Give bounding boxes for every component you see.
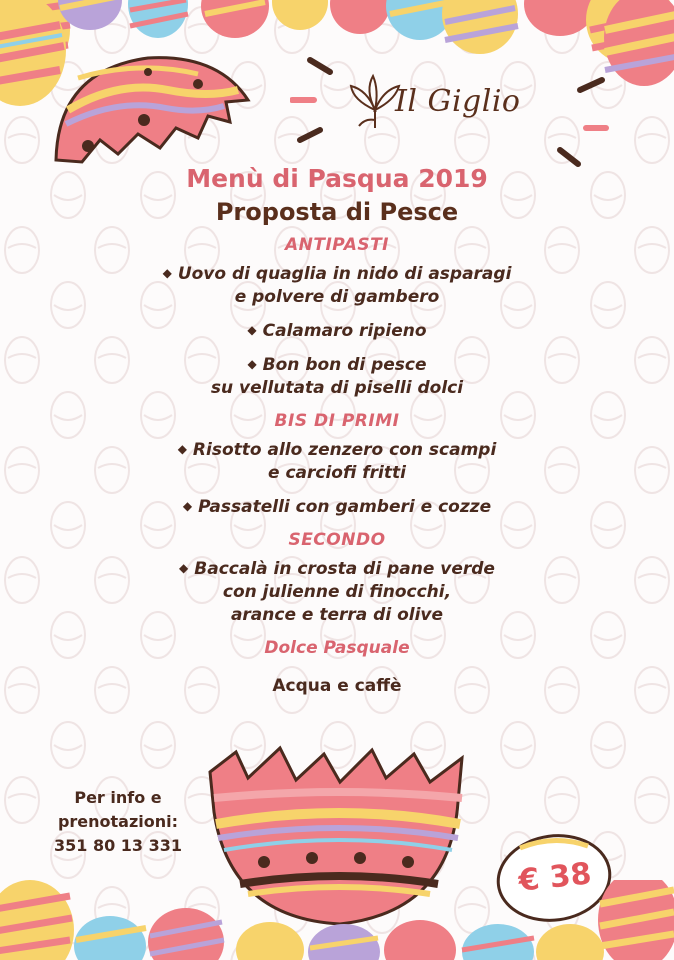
- contact-info: [44, 786, 192, 858]
- diamond-bullet-icon: ◆: [162, 266, 172, 280]
- menu-item: [70, 353, 604, 400]
- menu-item-line: Calamaro ripieno: [262, 321, 427, 341]
- menu-item-line: arance e terra di olive: [230, 605, 444, 625]
- menu-item: [70, 262, 604, 309]
- menu-item-line: su vellutata di piselli dolci: [210, 378, 464, 398]
- price-label: € 38: [516, 856, 594, 899]
- info-line: Per info e: [74, 788, 162, 807]
- menu-item-line: Passatelli con gamberi e cozze: [198, 497, 492, 517]
- menu-item-line: e carciofi fritti: [268, 463, 406, 483]
- menu-item-line: Risotto allo zenzero con scampi: [192, 440, 497, 460]
- menu-item-line: Bon bon di pesce: [262, 355, 427, 375]
- diamond-bullet-icon: ◆: [182, 499, 193, 513]
- menu-title: Menù di Pasqua 2019: [186, 164, 488, 193]
- menu-content: [70, 162, 604, 697]
- menu-item-line: Uovo di quaglia in nido di asparagi: [177, 264, 512, 284]
- diamond-bullet-icon: ◆: [247, 323, 257, 337]
- menu-subtitle: Proposta di Pesce: [215, 198, 459, 226]
- diamond-bullet-icon: ◆: [177, 442, 187, 456]
- section-title-antipasti: ANTIPASTI: [284, 235, 390, 255]
- bottom-eggs-decoration: [0, 880, 674, 960]
- sparkle-decoration: [290, 50, 620, 180]
- drinks-label: Acqua e caffè: [272, 676, 402, 696]
- menu-item: [70, 557, 604, 627]
- logo-text: Il Giglio: [395, 84, 521, 119]
- section-title-secondo: SECONDO: [288, 530, 386, 550]
- menu-item: [70, 319, 604, 343]
- diamond-bullet-icon: ◆: [247, 357, 257, 371]
- menu-item: [70, 495, 604, 519]
- menu-item-line: Baccalà in crosta di pane verde: [194, 559, 495, 579]
- dessert-label: Dolce Pasquale: [264, 638, 410, 658]
- menu-item-line: con julienne di finocchi,: [222, 582, 452, 602]
- phone-number: 351 80 13 331: [53, 836, 183, 855]
- diamond-bullet-icon: ◆: [179, 561, 189, 575]
- menu-item: [70, 438, 604, 485]
- info-line: prenotazioni:: [57, 812, 179, 831]
- section-title-primi: BIS DI PRIMI: [274, 411, 400, 431]
- menu-item-line: e polvere di gambero: [234, 287, 440, 307]
